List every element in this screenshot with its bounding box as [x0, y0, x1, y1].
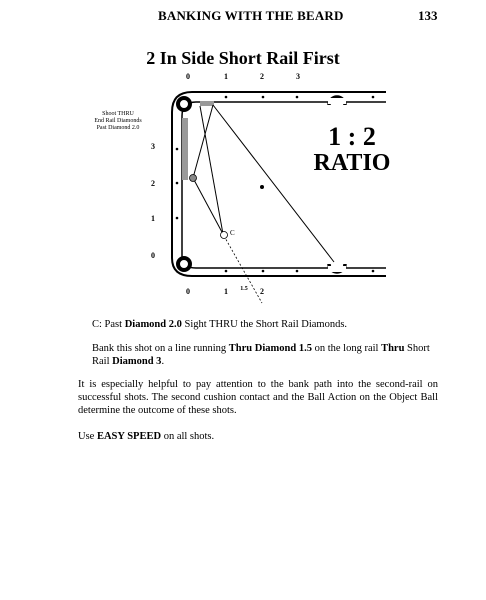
top-rail-number: 2	[260, 72, 264, 81]
text-bold-segment: Thru	[381, 343, 405, 354]
text-bold-segment: EASY SPEED	[96, 431, 162, 442]
cue-ball-label: C	[230, 229, 235, 237]
table-outer-rail	[172, 92, 386, 276]
paragraph-easy-speed	[78, 430, 438, 443]
bottom-rail-number: 0	[186, 287, 190, 296]
bottom-rail-diamonds	[225, 270, 375, 273]
text-segment: .	[161, 356, 165, 367]
annotation-line: Shoot THRU	[102, 111, 134, 117]
top-rail-number: 1	[224, 72, 228, 81]
side-rail-number: 2	[151, 179, 155, 188]
top-rail-target-area	[200, 101, 214, 106]
corner-pocket-bottom	[178, 258, 190, 270]
page-number: 133	[418, 8, 438, 23]
top-rail-number: 0	[186, 72, 190, 81]
text-segment: on all shots.	[161, 431, 215, 442]
side-rail-numbers	[151, 142, 155, 260]
text-segment: on the long rail	[311, 343, 382, 354]
side-rail-number: 1	[151, 214, 155, 223]
top-rail-number: 3	[296, 72, 300, 81]
bottom-rail-number: 2	[260, 287, 264, 296]
text-segment: Bank this shot on a line running	[92, 343, 229, 354]
bottom-rail-number: 1.5	[240, 286, 248, 292]
text-segment: Short Rail	[92, 343, 430, 367]
diagram-caption	[92, 319, 347, 330]
shot-line-to-top-rail	[193, 105, 213, 178]
text-segment: Use	[78, 431, 97, 442]
shot-line-end-rail-to-cue	[193, 178, 223, 234]
end-rail-target-area	[182, 118, 188, 180]
ratio-word: RATIO	[313, 150, 391, 176]
object-ball	[190, 175, 197, 182]
shoot-thru-annotation	[94, 111, 142, 131]
side-rail-number: 0	[151, 251, 155, 260]
bottom-rail-numbers	[186, 286, 264, 296]
end-rail-diamonds	[176, 148, 179, 220]
annotation-line: End Rail Diamonds	[94, 118, 142, 124]
ratio-numbers: 1 : 2	[328, 122, 376, 151]
caption-bold: Diamond 2.0	[124, 319, 182, 330]
top-rail-diamonds	[225, 96, 375, 99]
annotation-line: Past Diamond 2.0	[96, 125, 140, 131]
shot-line-diagonal	[213, 105, 334, 262]
paragraph-bank-path: It is especially helpful to pay attention to the bank path into the second-rail on successful shots. The second cushion contact and the Ball Action on the Object Ball determine the outcome of these shots.	[78, 379, 438, 416]
text-bold-segment: Diamond 3	[112, 356, 162, 367]
sight-line-dashed	[224, 236, 262, 303]
running-title: BANKING WITH THE BEARD	[158, 8, 344, 23]
caption-suffix: Sight THRU the Short Rail Diamonds.	[181, 319, 348, 330]
bottom-rail-number: 1	[224, 287, 228, 296]
corner-pocket-top	[178, 98, 190, 110]
diagram-title: 2 In Side Short Rail First	[146, 48, 340, 68]
paragraph-bank-line	[92, 342, 432, 368]
center-spot	[260, 185, 264, 189]
side-rail-number: 3	[151, 142, 155, 151]
top-rail-numbers	[186, 72, 300, 81]
caption-prefix: C: Past	[92, 319, 125, 330]
text-bold-segment: Thru Diamond 1.5	[228, 343, 312, 354]
cue-ball	[221, 232, 228, 239]
shot-line-from-cue	[200, 106, 223, 234]
